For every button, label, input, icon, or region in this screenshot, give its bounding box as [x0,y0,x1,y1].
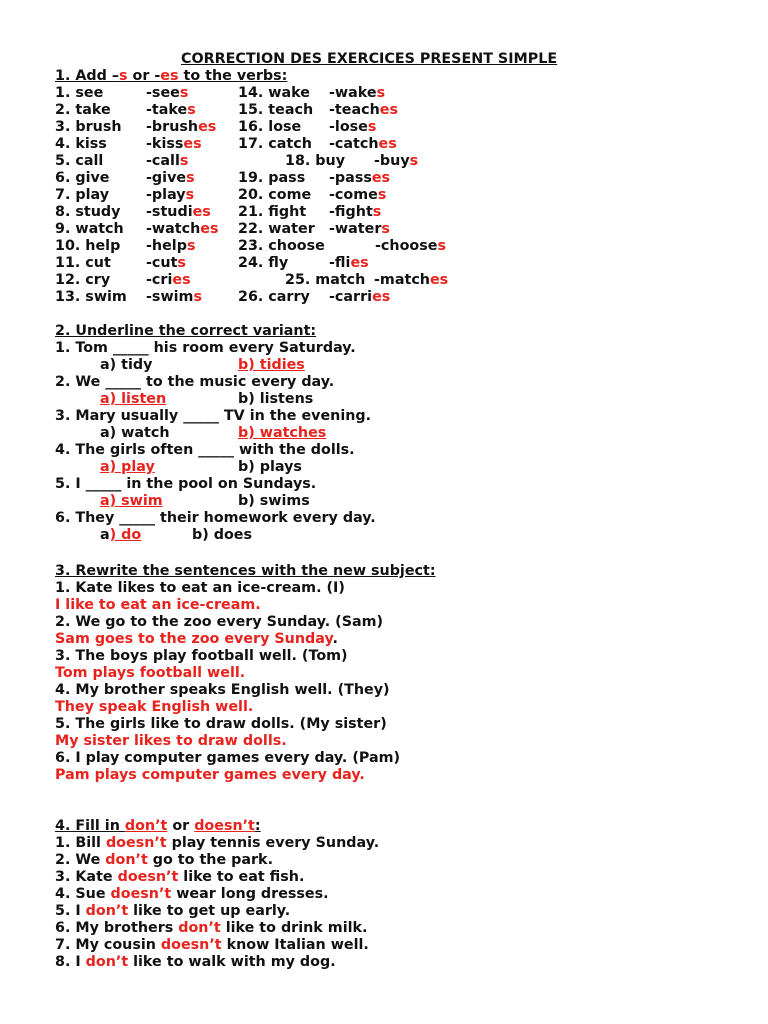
question: 6. They _____ their homework every day. [55,510,376,526]
answer-text: Pam plays computer games every day. [55,767,365,783]
page-title: CORRECTION DES EXERCICES PRESENT SIMPLE [181,51,558,67]
verb-number: 16. lose [238,119,302,135]
answer-options [0,493,768,510]
verb-answer [329,187,386,204]
verb-base: -see [146,85,180,101]
verb-answer [329,170,390,187]
verb-answer [329,255,369,272]
verb-ending: s [367,119,377,135]
verb-number: 4. kiss [55,136,107,152]
ex1-heading: 1. Add –s or -es to the verbs: [55,68,288,84]
answer-tail: . [332,631,338,647]
verb-number: 11. cut [55,255,111,271]
verb-base: -take [146,102,188,118]
answer [55,631,338,648]
sentence-answer: don’t [85,954,129,970]
question: 2. We go to the zoo every Sunday. (Sam) [55,614,384,630]
option-b: b) swims [238,493,310,509]
verb-ending: es [372,289,391,305]
verb-number: 23. choose [238,238,325,254]
verb-answer [374,272,448,289]
sentence-start: 6. My brothers [55,920,179,936]
option-a: a) play [100,459,155,475]
question: 4. The girls often _____ with the dolls. [55,442,355,458]
ex1-row [0,221,768,238]
verb-base: -kiss [146,136,184,152]
verb-number: 13. swim [55,289,127,305]
verb-answer [329,204,381,221]
verb-ending: es [371,170,391,186]
answer-text: I like to eat an ice-cream. [55,597,261,613]
verb-ending: es [429,272,449,288]
verb-ending: es [183,136,202,152]
answer-text: They speak English well. [55,699,254,715]
verb-ending: s [372,204,382,220]
verb-base: -teach [329,102,380,118]
answer-options [0,391,768,408]
verb-base: -buy [374,153,410,169]
verb-ending: s [437,238,446,254]
answer-text: Sam goes to the zoo every Sunday [55,631,333,647]
option-a-answer: ) do [109,527,142,543]
verb-base: -swim [146,289,194,305]
verb-base: -watch [146,221,201,237]
verb-ending: es [378,136,397,152]
verb-base: -water [329,221,382,237]
answer [55,733,287,750]
verb-base: -lose [329,119,368,135]
ex1-row [0,119,768,136]
verb-ending: es [172,272,191,288]
answer [55,665,245,682]
verb-number: 25. match [285,272,366,288]
verb-ending: s [186,238,196,254]
sentence-end: like to drink milk. [220,920,368,936]
verb-number: 1. see [55,85,104,101]
verb-base: -play [146,187,186,203]
verb-number: 26. carry [238,289,310,305]
fill-sentence [55,835,379,852]
fill-sentence [55,869,304,886]
verb-base: -cut [146,255,178,271]
verb-answer [146,238,195,255]
ex3-heading: 3. Rewrite the sentences with the new subject: [55,563,436,579]
verb-base: -help [146,238,187,254]
question: 3. Mary usually _____ TV in the evening. [55,408,372,424]
ex1-row [0,170,768,187]
verb-number: 14. wake [238,85,310,101]
option-b: b) does [192,527,253,543]
ex2-heading: 2. Underline the correct variant: [55,323,317,339]
ex1-row [0,187,768,204]
verb-number: 19. pass [238,170,306,186]
sentence-end: like to eat fish. [178,869,305,885]
verb-number: 6. give [55,170,110,186]
ex4-heading: 4. Fill in don’t or doesn’t: [55,818,261,834]
verb-base: -studi [146,204,193,220]
ex1-row [0,204,768,221]
verb-base: -cri [146,272,173,288]
verb-answer [146,289,202,306]
question: 1. Tom _____ his room every Saturday. [55,340,356,356]
verb-number: 21. fight [238,204,307,220]
verb-number: 22. water [238,221,315,237]
sentence-start: 8. I [55,954,86,970]
verb-answer [146,102,196,119]
verb-ending: s [177,255,186,271]
verb-answer [146,153,188,170]
sentence-start: 4. Sue [55,886,111,902]
verb-answer [374,153,418,170]
answer [55,597,261,614]
fill-sentence [55,903,290,920]
answer [55,767,365,784]
fill-sentence [55,920,367,937]
verb-number: 15. teach [238,102,314,118]
verb-base: -match [374,272,430,288]
verb-answer [329,102,398,119]
sentence-start: 1. Bill [55,835,106,851]
ex1-row [0,272,768,289]
verb-base: -catch [329,136,379,152]
fill-sentence [55,852,273,869]
option-a: a) swim [100,493,163,509]
fill-sentence [55,937,369,954]
option-a-letter: a [100,527,110,543]
verb-ending: s [179,153,189,169]
verb-answer [146,187,194,204]
verb-answer [329,136,397,153]
option-b: b) listens [238,391,314,407]
question: 5. I _____ in the pool on Sundays. [55,476,317,492]
verb-base: -pass [329,170,372,186]
verb-number: 20. come [238,187,312,203]
verb-number: 24. fly [238,255,289,271]
verb-number: 3. brush [55,119,122,135]
question: 5. The girls like to draw dolls. (My sister) [55,716,387,732]
answer-text: Tom plays football well. [55,665,246,681]
verb-ending: es [200,221,219,237]
sentence-start: 5. I [55,903,86,919]
verb-base: -fli [329,255,351,271]
verb-ending: s [186,170,195,186]
verb-base: -carri [329,289,373,305]
verb-base: -choose [375,238,438,254]
verb-base: -brush [146,119,199,135]
sentence-answer: don’t [85,903,129,919]
verb-number: 8. study [55,204,121,220]
verb-number: 10. help [55,238,121,254]
verb-ending: s [185,187,195,203]
verb-ending: s [179,85,189,101]
verb-answer [146,170,195,187]
option-b: b) plays [238,459,302,475]
sentence-answer: don’t [105,852,148,868]
ex1-row [0,102,768,119]
verb-ending: es [192,204,211,220]
verb-number: 2. take [55,102,111,118]
verb-number: 18. buy [285,153,346,169]
verb-base: -come [329,187,378,203]
sentence-answer: doesn’t [160,937,222,953]
ex1-row [0,289,768,306]
verb-ending: s [377,187,387,203]
verb-answer [146,255,186,272]
answer-options [0,425,768,442]
verb-base: -give [146,170,187,186]
sentence-end: like to get up early. [128,903,291,919]
verb-answer [146,136,202,153]
question: 4. My brother speaks English well. (They) [55,682,390,698]
verb-number: 9. watch [55,221,124,237]
sentence-end: go to the park. [147,852,273,868]
sentence-answer: doesn’t [117,869,179,885]
sentence-answer: don’t [178,920,221,936]
verb-answer [146,221,219,238]
answer [55,699,253,716]
verb-ending: s [376,85,386,101]
option-a: a) tidy [100,357,153,373]
option-a: a) watch [100,425,170,441]
verb-answer [329,85,385,102]
verb-answer [375,238,446,255]
verb-ending: s [409,153,419,169]
sentence-start: 2. We [55,852,106,868]
sentence-answer: doesn’t [110,886,172,902]
verb-base: -call [146,153,180,169]
answer-options [0,357,768,374]
verb-answer [146,85,188,102]
verb-answer [329,289,390,306]
ex1-row [0,85,768,102]
option-a [100,527,141,544]
verb-ending: es [350,255,369,271]
verb-ending: s [381,221,390,237]
answer-options [0,527,768,544]
verb-ending: s [187,102,196,118]
verb-answer [329,119,376,136]
verb-number: 17. catch [238,136,312,152]
question: 1. Kate likes to eat an ice-cream. (I) [55,580,345,596]
ex1-row [0,153,768,170]
answer-text: My sister likes to draw dolls. [55,733,287,749]
verb-base: -wake [329,85,377,101]
option-b: b) watches [238,425,327,441]
verb-base: -fight [329,204,373,220]
verb-number: 12. cry [55,272,111,288]
question: 6. I play computer games every day. (Pam) [55,750,401,766]
sentence-start: 3. Kate [55,869,118,885]
sentence-end: like to walk with my dog. [128,954,336,970]
option-b: b) tidies [238,357,305,373]
sentence-end: know Italian well. [221,937,369,953]
verb-ending: es [379,102,398,118]
sentence-end: wear long dresses. [171,886,329,902]
answer-options [0,459,768,476]
fill-sentence [55,954,336,971]
fill-sentence [55,886,329,903]
verb-number: 7. play [55,187,110,203]
verb-answer [146,119,216,136]
verb-answer [329,221,390,238]
ex1-row [0,238,768,255]
sentence-end: play tennis every Sunday. [166,835,380,851]
option-a: a) listen [100,391,167,407]
verb-ending: s [193,289,202,305]
verb-answer [146,204,211,221]
sentence-answer: doesn’t [105,835,167,851]
verb-answer [146,272,191,289]
verb-ending: es [198,119,217,135]
ex1-row [0,255,768,272]
question: 2. We _____ to the music every day. [55,374,335,390]
sentence-start: 7. My cousin [55,937,161,953]
ex1-row [0,136,768,153]
verb-number: 5. call [55,153,104,169]
question: 3. The boys play football well. (Tom) [55,648,348,664]
